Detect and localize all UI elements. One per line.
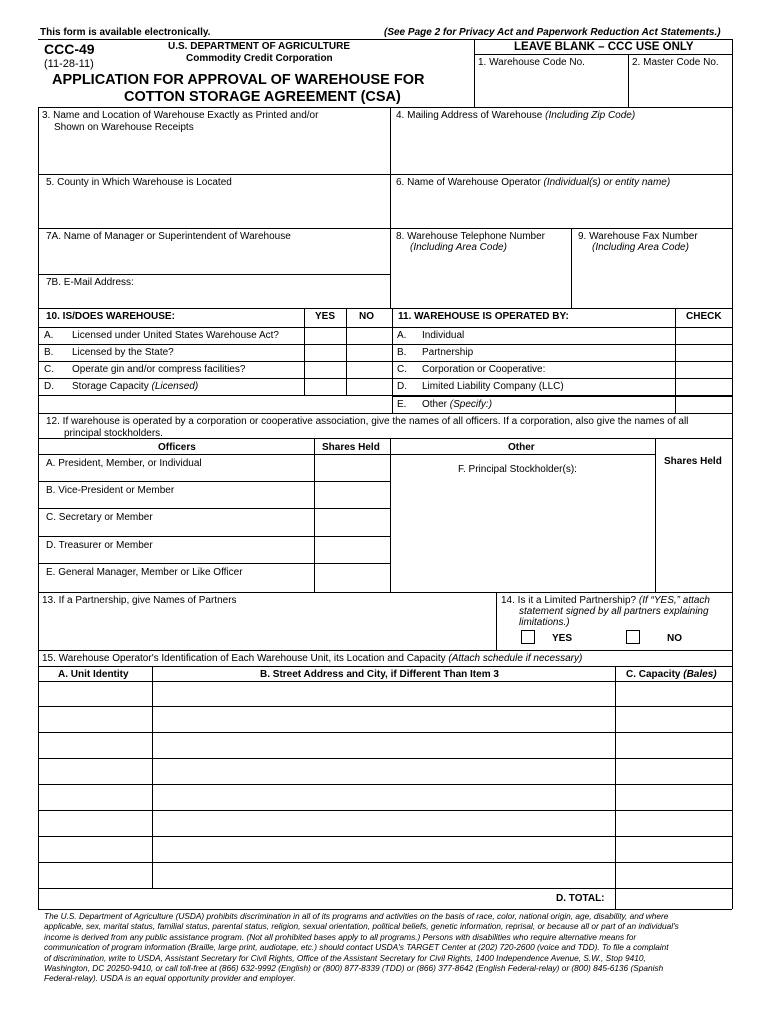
shares-held-cell[interactable] [316,483,388,507]
row-letter: E. [397,399,407,410]
statement-line: communication of program information (Braille, large print, audiotape, etc.) should contact USDA's TARGET Center at (202) 720-2600 (voice and TDD). To file a complaint [44,942,669,953]
row-letter: A. [397,330,407,341]
unit-identity-cell[interactable] [40,812,150,835]
shares-held-header: Shares Held [322,442,380,453]
statement-line: of discrimination, write to USDA, Assistant Secretary for Civil Rights, Office of the Assistant Secretary for Civil Rights, 1400 Independence Avenue, S.W., Stop 9410, [44,952,646,963]
statement-line: Washington, DC 20250-9410, or call toll-free at (866) 632-9992 (English) or (800) 877-8339 (TDD) or (866) 377-8642 (English Federal-relay) or (800) 845-6136 (Spanish [44,963,664,974]
street-address-cell[interactable] [154,864,613,887]
row-text: Corporation or Cooperative: [422,364,546,375]
section10-no-header: NO [359,311,374,322]
mailing-address-field[interactable] [392,124,730,173]
unit-identity-cell[interactable] [40,683,150,705]
row-letter: B. [44,347,54,358]
section11-header: 11. WAREHOUSE IS OPERATED BY: [398,311,569,322]
section10a-yes-cell[interactable] [306,329,344,343]
agency-name: U.S. DEPARTMENT OF AGRICULTURE [168,41,351,52]
officer-label: A. President, Member, or Individual [46,458,202,469]
officer-label: B. Vice-President or Member [46,485,175,496]
row-letter: B. [397,347,407,358]
item6-label: 6. Name of Warehouse Operator (Individual(s) or entity name) [396,177,671,188]
unit-identity-cell[interactable] [40,864,150,887]
street-address-cell[interactable] [154,734,613,757]
section10c-yes-cell[interactable] [306,363,344,377]
capacity-header: C. Capacity (Bales) [626,669,717,680]
section14-label-line1: 14. Is it a Limited Partnership? (If “YES,” attach [501,595,710,606]
shares-held-cell[interactable] [316,538,388,562]
street-address-cell[interactable] [154,812,613,835]
form-number: CCC-49 [44,41,95,57]
leave-blank-heading: LEAVE BLANK – CCC USE ONLY [514,41,694,53]
officer-label: C. Secretary or Member [46,512,153,523]
fax-field[interactable] [573,256,730,306]
unit-identity-cell[interactable] [40,786,150,809]
section10-yes-header: YES [315,311,336,322]
item5-label: 5. County in Which Warehouse is Located [46,177,232,188]
street-address-cell[interactable] [154,786,613,809]
section14-label-line3: limitations.) [519,617,570,628]
limited-partnership-no-label: NO [667,633,682,644]
principal-stockholders-field[interactable] [392,480,653,591]
principal-stockholders-label: F. Principal Stockholder(s): [458,464,577,475]
capacity-cell[interactable] [617,734,731,757]
row-letter: D. [44,381,54,392]
item8-label-line2: (Including Area Code) [410,242,507,253]
master-code-label: 2. Master Code No. [632,57,719,68]
capacity-cell[interactable] [617,864,731,887]
row-text: Licensed by the State? [72,347,174,358]
officers-header: Officers [158,442,196,453]
manager-name-field[interactable] [40,245,388,273]
non-discrimination-statement [44,911,734,984]
section11d-check-cell[interactable] [677,380,731,394]
sub-agency-name: Commodity Credit Corporation [186,53,333,64]
statement-line: income is derived from any public assistance program. (Not all prohibited bases apply to all programs.) Persons with disabilities who require alternative means for [44,931,637,942]
section11a-check-cell[interactable] [677,329,731,343]
row-text: Operate gin and/or compress facilities? [72,364,246,375]
row-text: Storage Capacity (Licensed) [72,381,199,392]
unit-identity-cell[interactable] [40,838,150,861]
partners-names-field[interactable] [40,608,494,649]
item9-label-line2: (Including Area Code) [592,242,689,253]
section12-label-line2: principal stockholders. [64,428,163,439]
row-letter: D. [397,381,407,392]
row-text: Limited Liability Company (LLC) [422,381,564,392]
item8-label-line1: 8. Warehouse Telephone Number [396,231,545,242]
total-label: D. TOTAL: [556,893,605,904]
warehouse-code-label: 1. Warehouse Code No. [478,57,585,68]
section11e-check-cell[interactable] [677,397,731,412]
limited-partnership-yes-label: YES [552,633,573,644]
capacity-cell[interactable] [617,708,731,731]
row-text: Licensed under United States Warehouse Act? [72,330,279,341]
unit-identity-cell[interactable] [40,708,150,731]
shares-held-right-header: Shares Held [664,456,722,467]
section11b-check-cell[interactable] [677,346,731,360]
storage-capacity-field[interactable] [306,380,390,394]
unit-identity-cell[interactable] [40,734,150,757]
row-text: Other (Specify:) [422,399,493,410]
section15-label: 15. Warehouse Operator's Identification of Each Warehouse Unit, its Location and Capacity (Attach schedule if necessary) [42,653,583,664]
stockholder-shares-field[interactable] [657,472,731,591]
section10b-yes-cell[interactable] [306,346,344,360]
street-address-header: B. Street Address and City, if Different Than Item 3 [260,669,499,680]
capacity-cell[interactable] [617,683,731,705]
row-letter: A. [44,330,54,341]
section10-header: 10. IS/DOES WAREHOUSE: [46,311,175,322]
section11-check-header: CHECK [686,311,722,322]
section14-label-line2: statement signed by all partners explaining [519,606,709,617]
other-header: Other [508,442,535,453]
street-address-cell[interactable] [154,838,613,861]
email-field[interactable] [160,276,388,306]
unit-identity-header: A. Unit Identity [58,669,129,680]
capacity-cell[interactable] [617,760,731,783]
master-code-field[interactable] [630,70,730,106]
section13-label: 13. If a Partnership, give Names of Partners [42,595,237,606]
item3-label-line1: 3. Name and Location of Warehouse Exactly as Printed and/or [42,110,319,121]
form-title-line1: APPLICATION FOR APPROVAL OF WAREHOUSE FOR [52,72,425,88]
privacy-note: (See Page 2 for Privacy Act and Paperwork Reduction Act Statements.) [384,27,721,38]
county-field[interactable] [40,191,388,227]
statement-line: Federal-relay). USDA is an equal opportunity provider and employer. [44,973,296,984]
officer-label: D. Treasurer or Member [46,540,153,551]
section10c-no-cell[interactable] [348,363,390,377]
shares-held-cell[interactable] [316,456,388,480]
section11c-check-cell[interactable] [677,363,731,377]
officer-label: E. General Manager, Member or Like Officer [46,567,243,578]
row-letter: C. [44,364,54,375]
capacity-cell[interactable] [617,812,731,835]
shares-held-cell[interactable] [316,510,388,534]
item9-label-line1: 9. Warehouse Fax Number [578,231,698,242]
form-title-line2: COTTON STORAGE AGREEMENT (CSA) [124,89,401,105]
operator-name-field[interactable] [392,191,730,227]
statement-line: applicable, sex, marital status, familial status, parental status, religion, sexual orientation, political beliefs, genetic information, reprisal, or because all or part of an individual's [44,921,679,932]
item4-label: 4. Mailing Address of Warehouse (Including Zip Code) [396,110,636,121]
row-text: Individual [422,330,465,341]
warehouse-code-field[interactable] [476,70,626,106]
electronic-note: This form is available electronically. [40,27,211,38]
telephone-field[interactable] [392,256,569,306]
street-address-cell[interactable] [154,708,613,731]
shares-held-cell[interactable] [316,565,388,591]
statement-line: The U.S. Department of Agriculture (USDA) prohibits discrimination in all of its programs and activities on the basis of race, color, national origin, age, disability, and where [44,911,669,921]
section12-label-line1: 12. If warehouse is operated by a corporation or cooperative association, give the names of all officers. If a corporation, also give the names of all [46,416,689,427]
section10a-no-cell[interactable] [348,329,390,343]
section10b-no-cell[interactable] [348,346,390,360]
item7b-label: 7B. E-Mail Address: [46,277,134,288]
item3-label-line2: Shown on Warehouse Receipts [54,122,194,133]
limited-partnership-yes-checkbox[interactable] [521,630,535,644]
item7a-label: 7A. Name of Manager or Superintendent of Warehouse [46,231,291,242]
form-date: (11-28-11) [44,58,94,70]
total-capacity-field[interactable] [617,890,731,908]
street-address-cell[interactable] [154,760,613,783]
street-address-cell[interactable] [154,683,613,705]
capacity-cell[interactable] [617,838,731,861]
capacity-cell[interactable] [617,786,731,809]
row-letter: C. [397,364,407,375]
row-text: Partnership [422,347,474,358]
limited-partnership-no-checkbox[interactable] [626,630,640,644]
warehouse-name-location-field[interactable] [40,136,388,173]
unit-identity-cell[interactable] [40,760,150,783]
